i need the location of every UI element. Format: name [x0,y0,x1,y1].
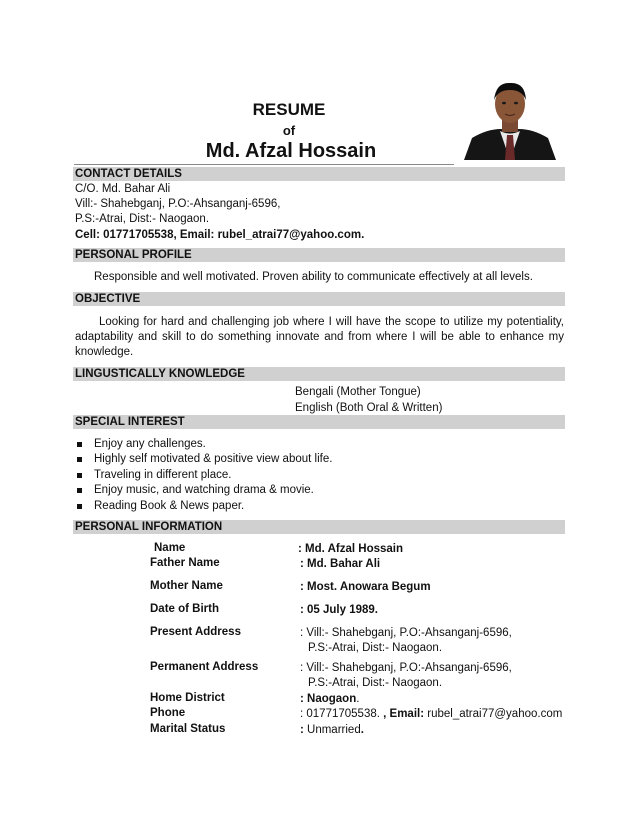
contact-heading: CONTACT DETAILS [73,167,565,181]
mother-label: Mother Name [150,580,223,592]
profile-photo [462,78,558,160]
permanent-address-label: Permanent Address [150,661,259,673]
phone-label: Phone [150,707,186,719]
phone-value [300,707,562,722]
father-label: Father Name [150,557,220,569]
present-address-line2: P.S:-Atrai, Dist:- Naogaon. [308,642,443,654]
mother-value: : Most. Anowara Begum [300,581,431,593]
objective-text: Looking for hard and challenging job where I will have the scope to utilize my potentiality, adaptability and skill to do something innovate and from where I will be able to enhance my knowledge. [75,316,564,358]
list-item: Traveling in different place. [75,468,332,483]
permanent-address-line1: : Vill:- Shahebganj, P.O:-Ahsanganj-6596, [300,662,512,674]
district-dot: . [356,693,360,705]
interest-heading: SPECIAL INTEREST [73,415,565,429]
header-rule [74,164,454,165]
person-portrait-icon [462,78,558,160]
permanent-address-line2: P.S:-Atrai, Dist:- Naogaon. [308,677,443,689]
profile-heading: PERSONAL PROFILE [73,248,565,262]
list-item: Highly self motivated & positive view about life. [75,452,332,467]
list-item: Enjoy music, and watching drama & movie. [75,483,332,498]
resume-of: of [282,123,296,138]
language-heading: LINGUSTICALLY KNOWLEDGE [73,367,565,381]
language-bengali: Bengali (Mother Tongue) [295,386,421,398]
father-value: : Md. Bahar Ali [300,558,381,570]
contact-village: Vill:- Shahebganj, P.O:-Ahsanganj-6596, [75,198,281,210]
marital-label: Marital Status [150,723,226,735]
dob-value: : 05 July 1989. [300,604,378,616]
contact-district: P.S:-Atrai, Dist:- Naogaon. [75,213,210,225]
candidate-name: Md. Afzal Hossain [205,140,377,162]
name-label: Name [154,542,186,554]
personal-heading: PERSONAL INFORMATION [73,520,565,534]
interest-list [75,437,332,514]
marital-text: Unmarried [307,724,361,736]
marital-colon: : [300,724,308,736]
present-address-label: Present Address [150,626,241,638]
list-item: Reading Book & News paper. [75,499,332,514]
contact-co: C/O. Md. Bahar Ali [75,183,171,195]
marital-value [300,723,364,738]
district-value [300,692,359,707]
phone-email-label: , Email: [383,708,428,720]
dob-label: Date of Birth [150,603,219,615]
present-address-line1: : Vill:- Shahebganj, P.O:-Ahsanganj-6596, [300,627,512,639]
profile-text: Responsible and well motivated. Proven ability to communicate effectively at all levels. [94,271,533,283]
name-value: : Md. Afzal Hossain [298,543,403,555]
contact-cell-email: Cell: 01771705538, Email: rubel_atrai77@yahoo.com. [75,229,365,241]
objective-heading: OBJECTIVE [73,292,565,306]
resume-title: RESUME [252,100,326,119]
phone-email: rubel_atrai77@yahoo.com [427,708,563,720]
list-item: Enjoy any challenges. [75,437,332,452]
phone-number: : 01771705538. [300,708,384,720]
marital-dot: . [360,724,364,736]
language-english: English (Both Oral & Written) [295,402,443,414]
district-label: Home District [150,692,225,704]
district-text: : Naogaon [300,693,357,705]
